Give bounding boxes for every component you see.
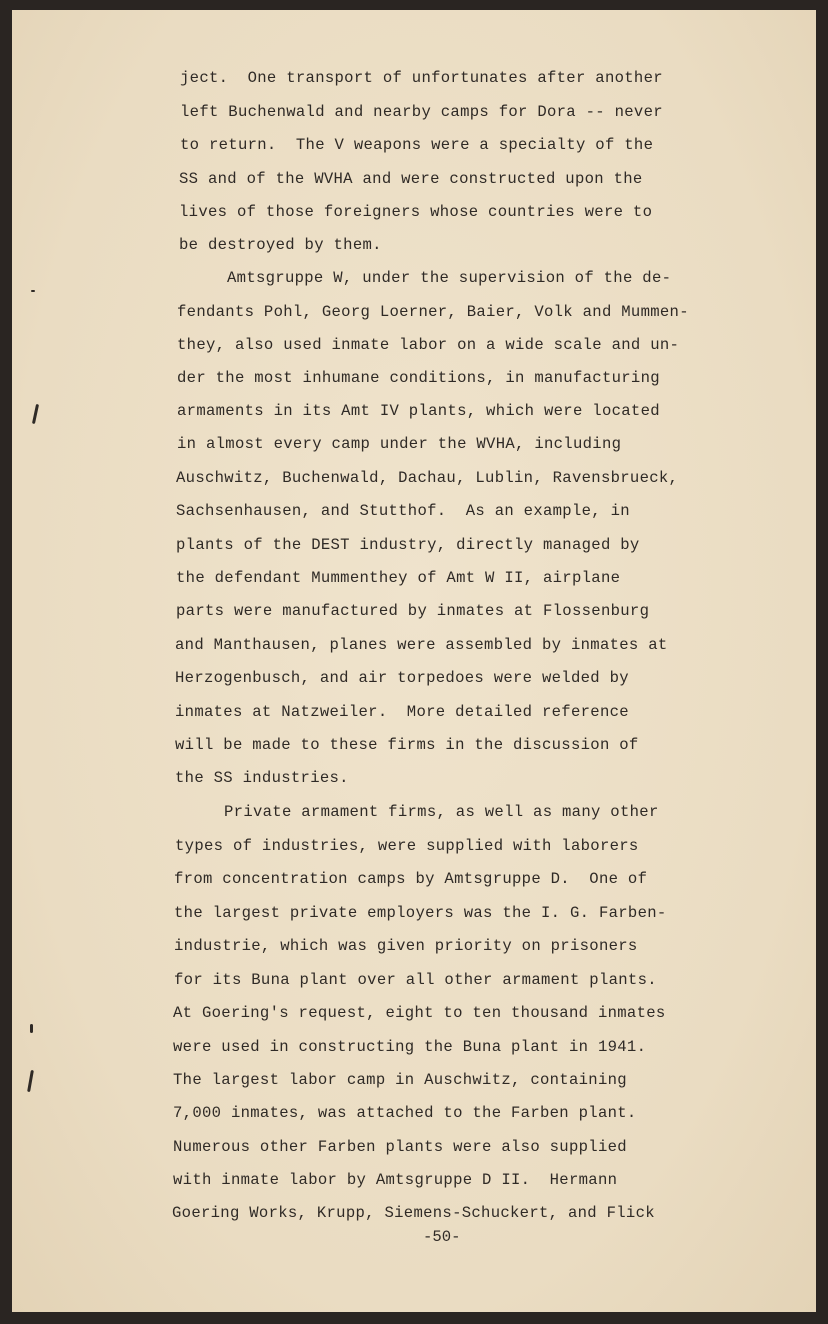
- text-line-29: At Goering's request, eight to ten thousand inmates: [173, 1004, 666, 1022]
- text-line-28: for its Buna plant over all other armament plants.: [174, 971, 657, 989]
- text-line-16: the defendant Mummenthey of Amt W II, airplane: [176, 569, 621, 587]
- text-line-20: inmates at Natzweiler. More detailed reference: [175, 703, 629, 721]
- text-line-24: types of industries, were supplied with laborers: [175, 837, 639, 855]
- text-line-12: in almost every camp under the WVHA, including: [177, 435, 622, 453]
- text-line-6: be destroyed by them.: [179, 236, 382, 254]
- text-line-30: were used in constructing the Buna plant in 1941.: [173, 1038, 647, 1056]
- text-line-23: Private armament firms, as well as many other: [224, 803, 659, 821]
- text-line-35: Goering Works, Krupp, Siemens-Schuckert, and Flick: [172, 1204, 655, 1222]
- text-line-8: fendants Pohl, Georg Loerner, Baier, Volk and Mummen-: [177, 303, 689, 321]
- text-line-14: Sachsenhausen, and Stutthof. As an example, in: [176, 502, 630, 520]
- text-line-4: SS and of the WVHA and were constructed upon the: [179, 170, 643, 188]
- text-line-25: from concentration camps by Amtsgruppe D. One of: [174, 870, 648, 888]
- text-line-7: Amtsgruppe W, under the supervision of the de-: [227, 269, 672, 287]
- page-number: -50-: [423, 1228, 461, 1246]
- text-line-26: the largest private employers was the I. G. Farben-: [174, 904, 667, 922]
- text-line-3: to return. The V weapons were a specialty of the: [180, 136, 654, 154]
- text-line-2: left Buchenwald and nearby camps for Dora -- never: [180, 103, 663, 121]
- text-line-1: ject. One transport of unfortunates after another: [180, 69, 663, 87]
- text-line-21: will be made to these firms in the discussion of: [175, 736, 639, 754]
- margin-mark: [30, 1024, 33, 1033]
- text-line-22: the SS industries.: [175, 769, 349, 787]
- text-line-10: der the most inhumane conditions, in manufacturing: [177, 369, 660, 387]
- margin-mark: [31, 290, 35, 292]
- text-line-11: armaments in its Amt IV plants, which were located: [177, 402, 660, 420]
- text-line-34: with inmate labor by Amtsgruppe D II. Hermann: [173, 1171, 618, 1189]
- text-line-27: industrie, which was given priority on prisoners: [174, 937, 638, 955]
- text-line-9: they, also used inmate labor on a wide scale and un-: [177, 336, 680, 354]
- text-line-5: lives of those foreigners whose countries were to: [179, 203, 653, 221]
- text-line-17: parts were manufactured by inmates at Flossenburg: [176, 602, 650, 620]
- text-line-31: The largest labor camp in Auschwitz, containing: [173, 1071, 627, 1089]
- text-line-15: plants of the DEST industry, directly managed by: [176, 536, 640, 554]
- text-line-33: Numerous other Farben plants were also supplied: [173, 1138, 627, 1156]
- text-line-13: Auschwitz, Buchenwald, Dachau, Lublin, Ravensbrueck,: [176, 469, 679, 487]
- text-line-32: 7,000 inmates, was attached to the Farben plant.: [173, 1104, 637, 1122]
- text-line-18: and Manthausen, planes were assembled by inmates at: [175, 636, 668, 654]
- text-line-19: Herzogenbusch, and air torpedoes were welded by: [175, 669, 629, 687]
